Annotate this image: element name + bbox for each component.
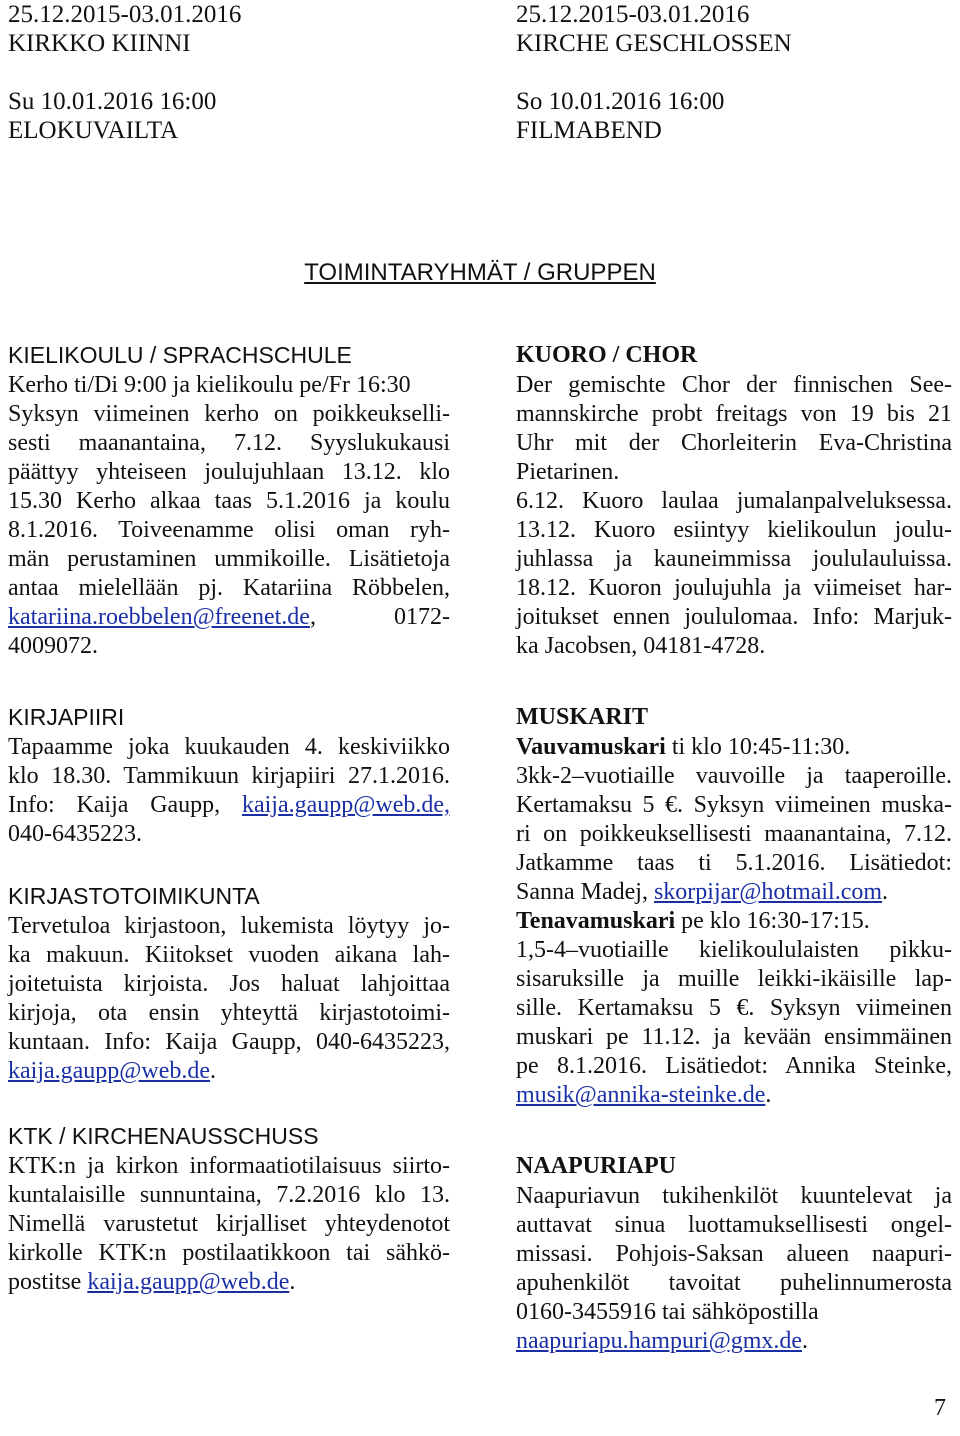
kirjastotoimikunta-heading: KIRJASTOTOIMIKUNTA [8, 883, 260, 909]
muskarit-heading: MUSKARIT [516, 704, 649, 730]
church-closed: KIRKKO KIINNI [8, 30, 191, 57]
text-line: katariina.roebbelen@freenet.de, 0172- [8, 604, 450, 630]
text-line: ri on poikkeuksellisesti maanantaina, 7.12. [516, 821, 952, 847]
text-line: kuntaan. Info: Kaija Gaupp, 040-6435223, [8, 1029, 450, 1055]
email-link[interactable]: kaija.gaupp@web.de [8, 1058, 211, 1084]
page-number: 7 [934, 1395, 946, 1421]
text-line: muskari pe 11.12. ja kevään ensimmäinen [516, 1024, 952, 1050]
kirjastotoimikunta-section [8, 881, 450, 1086]
text-line: auttavat sinua luottamuksellisesti ongel- [516, 1212, 952, 1238]
text-line: sisaruksille ja muille leikki-ikäisille lap- [516, 966, 952, 992]
text-line: joitetuista kirjoista. Jos haluat lahjoittaa [8, 971, 450, 997]
section-title: TOIMINTARYHMÄT / GRUPPEN [304, 259, 656, 286]
text-line: 18.12. Kuoron joulujuhla ja viimeiset har- [516, 575, 952, 601]
kuoro-heading: KUORO / CHOR [516, 342, 698, 368]
text-line: Jatkamme taas ti 5.1.2016. Lisätiedot: [516, 850, 952, 876]
email-link[interactable]: kaija.gaupp@web.de, [241, 792, 450, 818]
email-link[interactable]: katariina.roebbelen@freenet.de [8, 604, 310, 630]
muskarit-section [516, 702, 952, 1110]
text-line: Info: Kaija Gaupp, kaija.gaupp@web.de, [8, 792, 450, 818]
text-line: sesti maanantaina, 7.12. Syyslukukausi [8, 430, 450, 456]
text-line: antaa mielellään pj. Katariina Röbbelen, [8, 575, 450, 601]
text-line: postitse kaija.gaupp@web.de. [8, 1269, 296, 1295]
closed-dates-de: 25.12.2015-03.01.2016 [516, 1, 750, 28]
film-evening-date: So 10.01.2016 16:00 [516, 88, 725, 115]
text-line: sille. Kertamaksu 5 €. Syksyn viimeinen [516, 995, 952, 1021]
text-line: Der gemischte Chor der finnischen See- [516, 372, 952, 398]
movie-night-date: Su 10.01.2016 16:00 [8, 88, 217, 115]
text-line: musik@annika-steinke.de. [516, 1082, 772, 1108]
kielikoulu-heading: KIELIKOULU / SPRACHSCHULE [8, 342, 352, 368]
text-line: joitukset ennen joululomaa. Info: Marjuk- [516, 604, 952, 630]
kielikoulu-section [8, 340, 450, 661]
kirjapiiri-section [8, 702, 450, 849]
text-line: kirkolle KTK:n postilaatikkoon tai sähkö- [8, 1240, 450, 1266]
closed-dates: 25.12.2015-03.01.2016 [8, 1, 242, 28]
text-line: 1,5-4–vuotiaille kielikoululaisten pikku- [516, 937, 952, 963]
top-left-notice [8, 0, 241, 145]
vauvamuskari-label: Vauvamuskari [516, 734, 666, 760]
text-line: Syksyn viimeinen kerho on poikkeukselli- [8, 401, 450, 427]
text-line: Kerho ti/Di 9:00 ja kielikoulu pe/Fr 16:30 [8, 372, 411, 398]
text-line: Tapaamme joka kuukauden 4. keskiviikko [8, 734, 450, 760]
text-line: Pietarinen. [516, 459, 620, 485]
text-line: juhlassa ja kauneimmissa joululauluissa. [516, 546, 952, 572]
top-right-notice [516, 0, 792, 145]
text-line: kaija.gaupp@web.de. [8, 1058, 217, 1084]
email-link[interactable]: skorpijar@hotmail.com [653, 879, 883, 905]
text-line: missasi. Pohjois-Saksan alueen naapuri- [516, 1241, 952, 1267]
text-line: klo 18.30. Tammikuun kirjapiiri 27.1.2016. [8, 763, 450, 789]
text-line: KTK:n ja kirkon informaatiotilaisuus siirto- [8, 1153, 450, 1179]
email-link[interactable]: musik@annika-steinke.de [516, 1082, 766, 1108]
text-line: Uhr mit der Chorleiterin Eva-Christina [516, 430, 952, 456]
naapuriapu-section [516, 1151, 952, 1356]
text-line: Tenavamuskari pe klo 16:30-17:15. [516, 908, 870, 934]
kuoro-section [516, 340, 952, 661]
email-link[interactable]: kaija.gaupp@web.de [87, 1269, 290, 1295]
kirjapiiri-heading: KIRJAPIIRI [8, 704, 125, 730]
ktk-section [8, 1121, 450, 1297]
text-line: päättyy yhteiseen joulujuhlaan 13.12. klo [8, 459, 450, 485]
text-line: 8.1.2016. Toiveenamme olisi oman ryh- [8, 517, 450, 543]
movie-night-title: ELOKUVAILTA [8, 117, 179, 144]
text-line: kuntalaisille sunnuntaina, 7.2.2016 klo 13. [8, 1182, 450, 1208]
text-line: apuhenkilöt tavoitat puhelinnumerosta [516, 1270, 952, 1296]
text-line: män perustaminen ummikoille. Lisätietoja [8, 546, 450, 572]
tenavamuskari-label: Tenavamuskari [516, 908, 676, 934]
text-line: 040-6435223. [8, 821, 142, 847]
text-line: kirjoja, ota ensin yhteyttä kirjastotoimi- [8, 1000, 450, 1026]
text-line: ka Jacobsen, 04181-4728. [516, 633, 766, 659]
text-line: 6.12. Kuoro laulaa jumalanpalveluksessa. [516, 488, 952, 514]
text-line: Vauvamuskari ti klo 10:45-11:30. [516, 734, 851, 760]
naapuriapu-heading: NAAPURIAPU [516, 1153, 676, 1179]
text-line: Kertamaksu 5 €. Syksyn viimeinen muska- [516, 792, 952, 818]
text-line: mannskirche probt freitags von 19 bis 21 [516, 401, 952, 427]
text-line: naapuriapu.hampuri@gmx.de. [516, 1328, 809, 1354]
text-line: pe 8.1.2016. Lisätiedot: Annika Steinke, [516, 1053, 952, 1079]
text-line: 4009072. [8, 633, 98, 659]
text-line: 13.12. Kuoro esiintyy kielikoulun joulu- [516, 517, 952, 543]
text-line: Tervetuloa kirjastoon, lukemista löytyy jo- [8, 913, 450, 939]
email-link[interactable]: naapuriapu.hampuri@gmx.de [516, 1328, 803, 1354]
church-closed-de: KIRCHE GESCHLOSSEN [516, 30, 792, 57]
text-line: 15.30 Kerho alkaa taas 5.1.2016 ja koulu [8, 488, 450, 514]
film-evening-title: FILMABEND [516, 117, 662, 144]
text-line: Sanna Madej, skorpijar@hotmail.com. [516, 879, 889, 905]
text-line: Naapuriavun tukihenkilöt kuuntelevat ja [516, 1183, 952, 1209]
text-line: 3kk-2–vuotiaille vauvoille ja taaperoille. [516, 763, 952, 789]
text-line: 0160-3455916 tai sähköpostilla [516, 1299, 819, 1325]
text-line: ka makuun. Kiitokset vuoden aikana lah- [8, 942, 450, 968]
ktk-heading: KTK / KIRCHENAUSSCHUSS [8, 1123, 319, 1149]
text-line: Nimellä varustetut kirjalliset yhteydenotot [8, 1211, 450, 1237]
